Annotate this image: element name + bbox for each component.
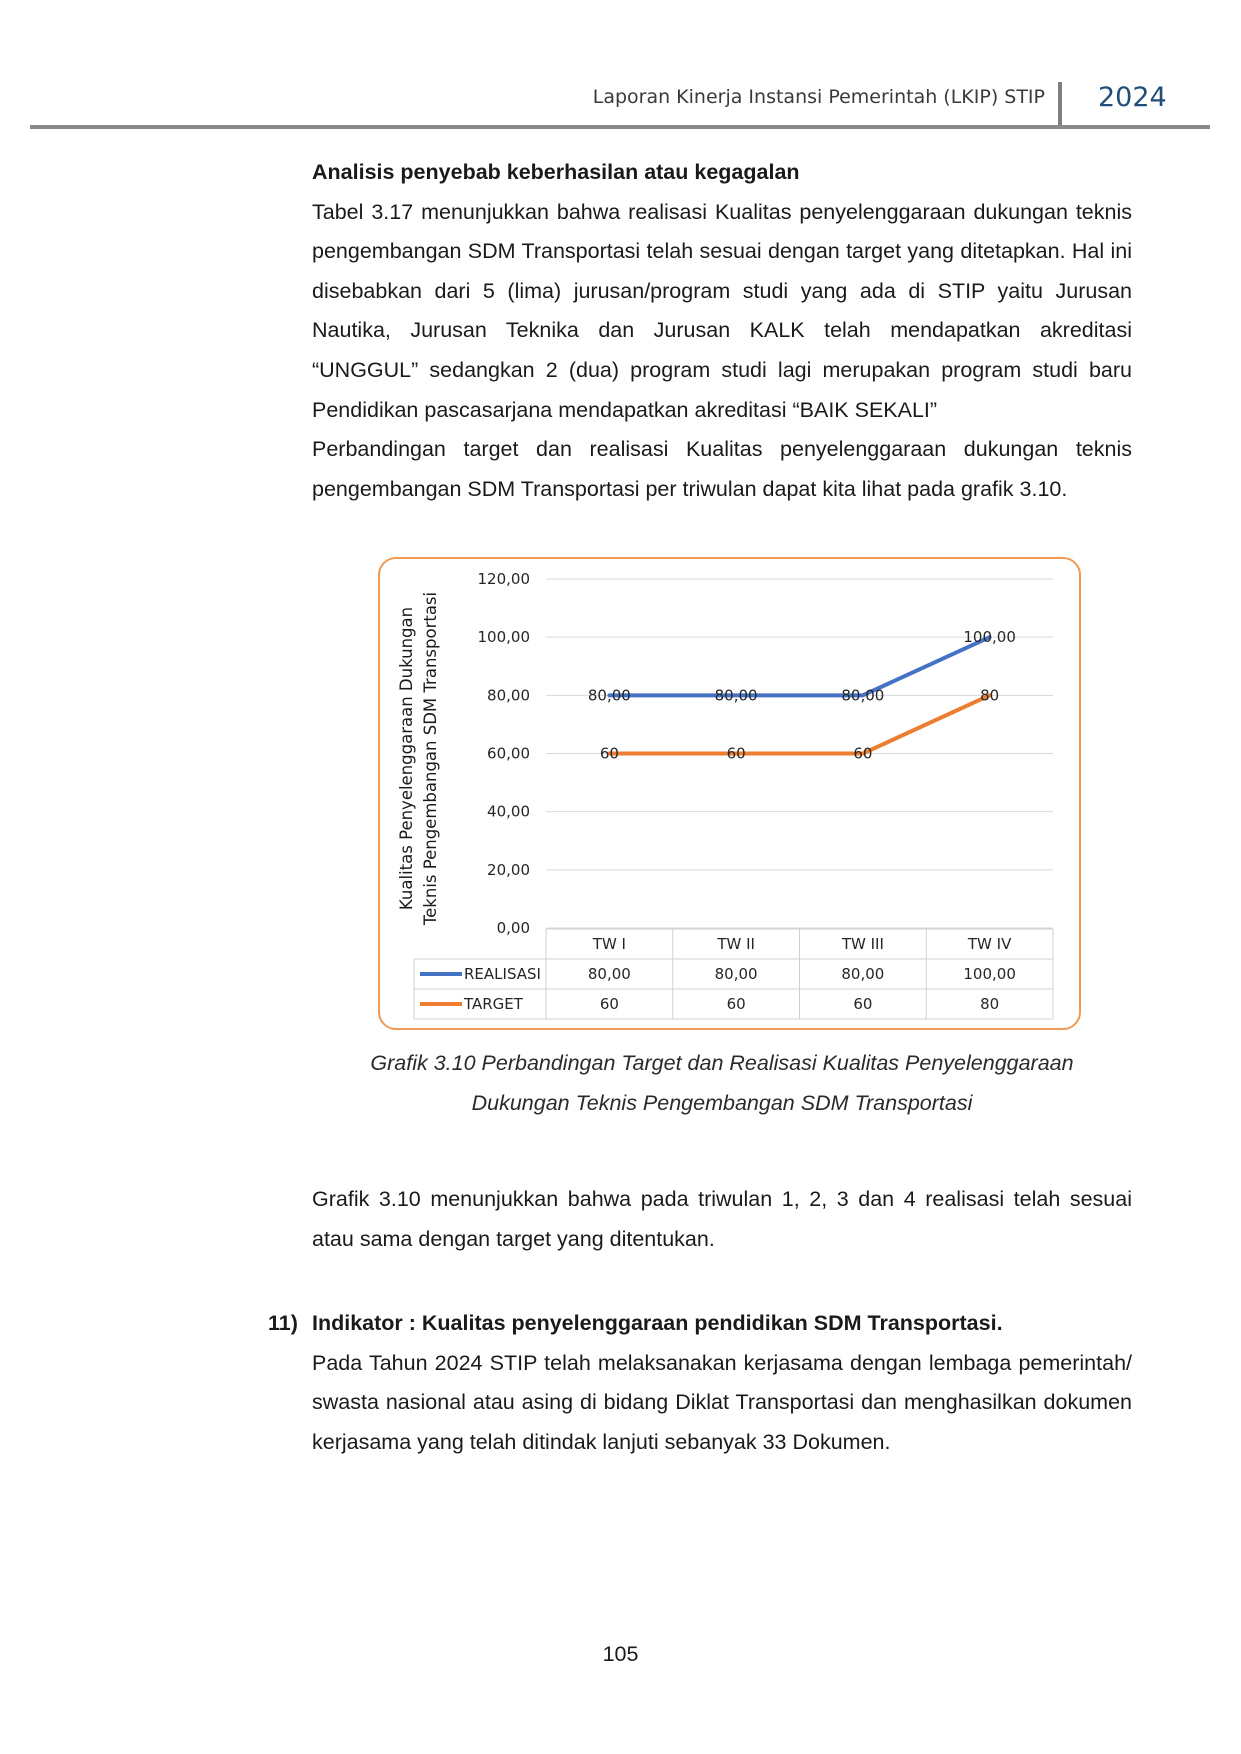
report-title: Laporan Kinerja Instansi Pemerintah (LKIP) STIP (592, 86, 1045, 108)
table-cell-value: 80,00 (587, 965, 631, 983)
line-chart (378, 557, 1081, 1030)
y-tick-label: 0,00 (496, 919, 530, 937)
analysis-paragraph-2: Perbandingan target dan realisasi Kualitas penyelenggaraan dukungan teknis pengembangan SDM Transportasi per triwulan dapat kita lihat pada grafik 3.10. (312, 437, 1132, 501)
data-label: 60 (599, 744, 619, 763)
table-cell-value: 80,00 (714, 965, 758, 983)
section-11-heading: Indikator : Kualitas penyelenggaraan pendidikan SDM Transportasi. (312, 1311, 1003, 1335)
x-category-label: TW IV (967, 935, 1012, 953)
y-tick-label: 80,00 (487, 686, 530, 705)
table-cell-value: 60 (853, 995, 873, 1013)
chart-caption-line-1: Grafik 3.10 Perbandingan Target dan Realisasi Kualitas Penyelenggaraan (370, 1051, 1074, 1075)
data-label: 80,00 (587, 686, 631, 705)
data-label: 80 (980, 686, 1000, 705)
y-tick-label: 100,00 (477, 628, 530, 647)
y-tick-label: 60,00 (487, 744, 530, 763)
series-line-target (609, 695, 989, 753)
x-category-label: TW III (841, 935, 884, 953)
chart-caption-line-2: Dukungan Teknis Pengembangan SDM Transportasi (471, 1091, 973, 1115)
analysis-section (312, 153, 1132, 509)
y-tick-label: 120,00 (477, 570, 530, 588)
analysis-paragraph-1: Tabel 3.17 menunjukkan bahwa realisasi Kualitas penyelenggaraan dukungan teknis pengembangan SDM Transportasi telah sesuai dengan target yang ditetapkan. Hal ini disebabkan dari 5 (lima) jurusan/program studi yang ada di STIP yaitu Jurusan Nautika, Jurusan Teknika dan Jurusan KALK telah mendapatkan akreditasi “UNGGUL” sedangkan 2 (dua) program studi lagi merupakan program studi baru Pendidikan pascasarjana mendapatkan akreditasi “BAIK SEKALI” (312, 199, 1132, 422)
data-label: 100,00 (963, 628, 1016, 647)
report-year: 2024 (1098, 82, 1167, 113)
section-number: 11) (268, 1311, 298, 1335)
y-tick-label: 40,00 (487, 802, 530, 821)
section-11 (312, 1304, 1132, 1462)
x-category-label: TW I (592, 935, 626, 953)
y-axis-title: Kualitas Penyelenggaraan Dukungan (397, 606, 416, 911)
series-line-realisasi (609, 637, 989, 695)
table-cell-value: 80,00 (841, 965, 885, 983)
data-label: 60 (726, 744, 746, 763)
table-cell-value: 100,00 (963, 965, 1016, 983)
legend-label: TARGET (464, 995, 523, 1013)
y-axis-title: Teknis Pengembangan SDM Transportasi (421, 591, 440, 926)
table-cell-value: 60 (599, 995, 619, 1013)
analysis-heading: Analisis penyebab keberhasilan atau kegagalan (312, 160, 800, 184)
table-cell-value: 80 (980, 995, 1000, 1013)
data-label: 60 (853, 744, 873, 763)
x-category-label: TW II (717, 935, 755, 953)
y-tick-label: 20,00 (487, 860, 530, 879)
data-label: 80,00 (714, 686, 758, 705)
page-number: 105 (602, 1642, 639, 1666)
chart-summary-paragraph: Grafik 3.10 menunjukkan bahwa pada triwulan 1, 2, 3 dan 4 realisasi telah sesuai atau sama dengan target yang ditentukan. (312, 1187, 1132, 1251)
section-11-paragraph: Pada Tahun 2024 STIP telah melaksanakan kerjasama dengan lembaga pemerintah/ swasta nasional atau asing di bidang Diklat Transportasi dan menghasilkan dokumen kerjasama yang telah ditindak lanjuti sebanyak 33 Dokumen. (312, 1350, 1132, 1454)
legend-label: REALISASI (464, 965, 541, 983)
data-label: 80,00 (841, 686, 885, 705)
table-cell-value: 60 (726, 995, 746, 1013)
header-rule (30, 125, 1210, 129)
header-divider (1058, 82, 1062, 126)
